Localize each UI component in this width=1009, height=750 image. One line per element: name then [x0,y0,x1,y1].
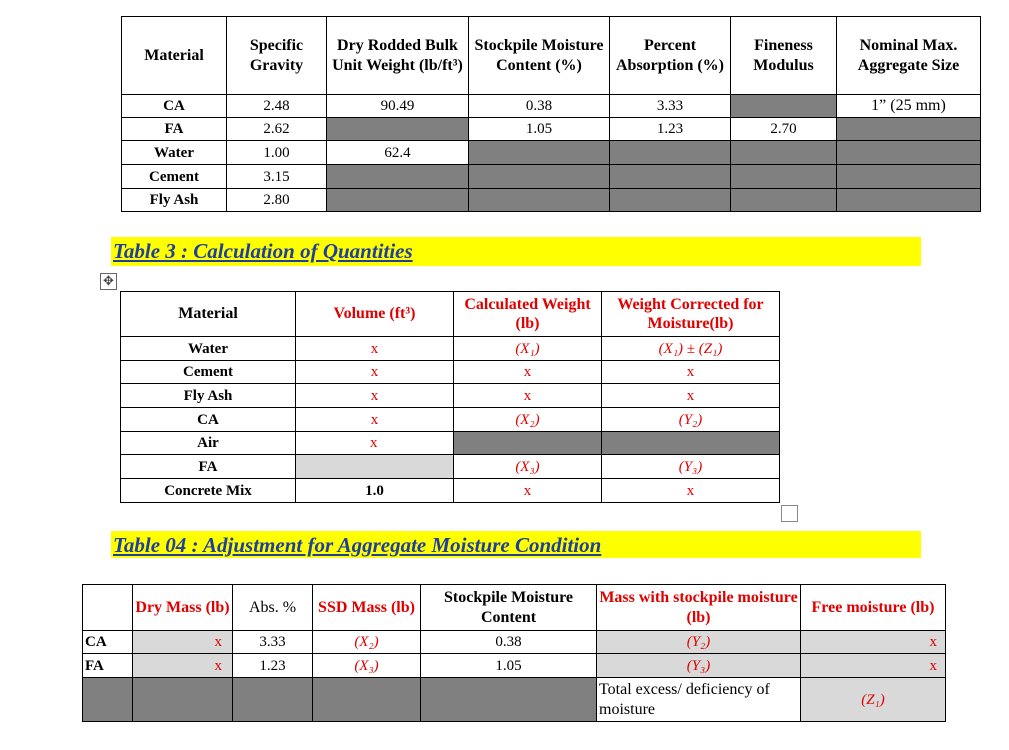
table-total-row [83,678,946,722]
header-ssd-mass: SSD Mass (lb) [313,585,421,631]
corrected-cell: x [602,361,780,384]
header-empty [83,585,133,631]
weight-cell: (X₁) [454,337,602,361]
header-dry-mass: Dry Mass (lb) [133,585,233,631]
fineness-cell [731,189,837,212]
volume-cell [296,455,454,479]
table-header-row [121,292,780,337]
table-row [121,384,780,408]
volume-cell: x [296,337,454,361]
nmas-cell [837,118,981,141]
header-material: Material [121,292,296,337]
material-cell: Fly Ash [122,189,227,212]
table-row [122,141,981,165]
unit-weight-cell: 62.4 [327,141,469,165]
header-absorption: Percent Absorption (%) [610,17,731,95]
header-fineness: Fineness Modulus [731,17,837,95]
table-row [83,654,946,678]
nmas-cell [837,141,981,165]
volume-cell[interactable]: x [296,432,454,455]
absorption-cell: 1.23 [610,118,731,141]
corrected-cell: x [602,479,780,503]
material-cell: Air [121,432,296,455]
volume-cell: x [296,384,454,408]
total-empty-cell [421,678,597,722]
table-row [121,432,780,455]
material-cell: FA [121,455,296,479]
material-cell: CA [121,408,296,432]
header-specific-gravity: Specific Gravity [227,17,327,95]
corrected-cell: (X₁) ± (Z₁) [602,337,780,361]
material-cell: Fly Ash [121,384,296,408]
ssd-cell: (X₂) [313,631,421,654]
header-nmas: Nominal Max. Aggregate Size [837,17,981,95]
ssd-cell: (X₃) [313,654,421,678]
weight-cell: x [454,361,602,384]
table3-caption-text: Table 3 : Calculation of Quantities [113,239,413,263]
moisture-cell: 0.38 [421,631,597,654]
volume-cell: x [296,361,454,384]
corrected-cell: x [602,384,780,408]
header-corrected-weight: Weight Corrected for Moisture(lb) [602,292,780,337]
material-cell: Concrete Mix [121,479,296,503]
absorption-cell [610,189,731,212]
weight-cell: x [454,384,602,408]
free-moisture-cell: x [801,631,946,654]
header-moisture: Stockpile Moisture Content (%) [469,17,610,95]
corrected-cell [602,432,780,455]
moisture-cell: 1.05 [469,118,610,141]
move-handle-icon[interactable]: ✥ [100,273,117,290]
dry-mass-cell: x [133,654,233,678]
moisture-cell [469,165,610,189]
header-abs: Abs. % [233,585,313,631]
fineness-cell: 2.70 [731,118,837,141]
total-empty-cell [233,678,313,722]
table-row [122,165,981,189]
header-calculated-weight: Calculated Weight (lb) [454,292,602,337]
absorption-cell: 3.33 [610,95,731,118]
sg-cell: 3.15 [227,165,327,189]
table-header-row [83,585,946,631]
table4-caption-text: Table 04 : Adjustment for Aggregate Moisture Condition [113,533,602,557]
sg-cell: 2.62 [227,118,327,141]
table-header-row [122,17,981,95]
table-row [83,631,946,654]
volume-cell: x [296,408,454,432]
volume-cell: 1.0 [296,479,454,503]
mass-cell: (Y₂) [597,631,801,654]
material-cell: Cement [121,361,296,384]
unit-weight-cell [327,189,469,212]
weight-cell: (X₃) [454,455,602,479]
row-label: CA [83,631,133,654]
material-cell: CA [122,95,227,118]
header-volume: Volume (ft³) [296,292,454,337]
header-stockpile-moisture: Stockpile Moisture Content [421,585,597,631]
sg-cell: 2.48 [227,95,327,118]
abs-cell: 1.23 [233,654,313,678]
moisture-cell: 1.05 [421,654,597,678]
header-material: Material [122,17,227,95]
material-cell: Water [122,141,227,165]
material-cell: FA [122,118,227,141]
table4-caption [111,531,921,558]
absorption-cell [610,165,731,189]
row-label: FA [83,654,133,678]
weight-cell [454,432,602,455]
total-value: (Z₁) [801,678,946,722]
moisture-cell [469,189,610,212]
table-row [121,455,780,479]
table-row [121,408,780,432]
unit-weight-cell [327,118,469,141]
nmas-cell: 1” (25 mm) [837,95,981,118]
mass-cell: (Y₃) [597,654,801,678]
fineness-cell [731,165,837,189]
moisture-cell: 0.38 [469,95,610,118]
quantities-table [120,291,780,503]
corrected-cell: (Y₃) [602,455,780,479]
nmas-cell [837,165,981,189]
free-moisture-cell: x [801,654,946,678]
table-row [121,361,780,384]
weight-cell: (X₂) [454,408,602,432]
sg-cell: 1.00 [227,141,327,165]
nmas-cell [837,189,981,212]
unit-weight-cell: 90.49 [327,95,469,118]
total-empty-cell [133,678,233,722]
table-row [122,118,981,141]
total-empty-cell [83,678,133,722]
fineness-cell [731,95,837,118]
moisture-adjustment-table [82,584,946,722]
total-label: Total excess/ deficiency of moisture [597,678,801,722]
table3-caption [111,237,921,266]
material-cell: Cement [122,165,227,189]
corrected-cell: (Y₂) [602,408,780,432]
header-free-moisture: Free moisture (lb) [801,585,946,631]
total-empty-cell [313,678,421,722]
material-cell: Water [121,337,296,361]
resize-handle-icon[interactable] [781,505,798,522]
dry-mass-cell: x [133,631,233,654]
unit-weight-cell [327,165,469,189]
table-row [121,337,780,361]
table-row [122,189,981,212]
sg-cell: 2.80 [227,189,327,212]
header-unit-weight: Dry Rodded Bulk Unit Weight (lb/ft³) [327,17,469,95]
fineness-cell [731,141,837,165]
abs-cell: 3.33 [233,631,313,654]
table-row [121,479,780,503]
table-row [122,95,981,118]
material-properties-table [121,16,981,212]
header-mass-with-moisture: Mass with stockpile moisture (lb) [597,585,801,631]
weight-cell: x [454,479,602,503]
absorption-cell [610,141,731,165]
moisture-cell [469,141,610,165]
